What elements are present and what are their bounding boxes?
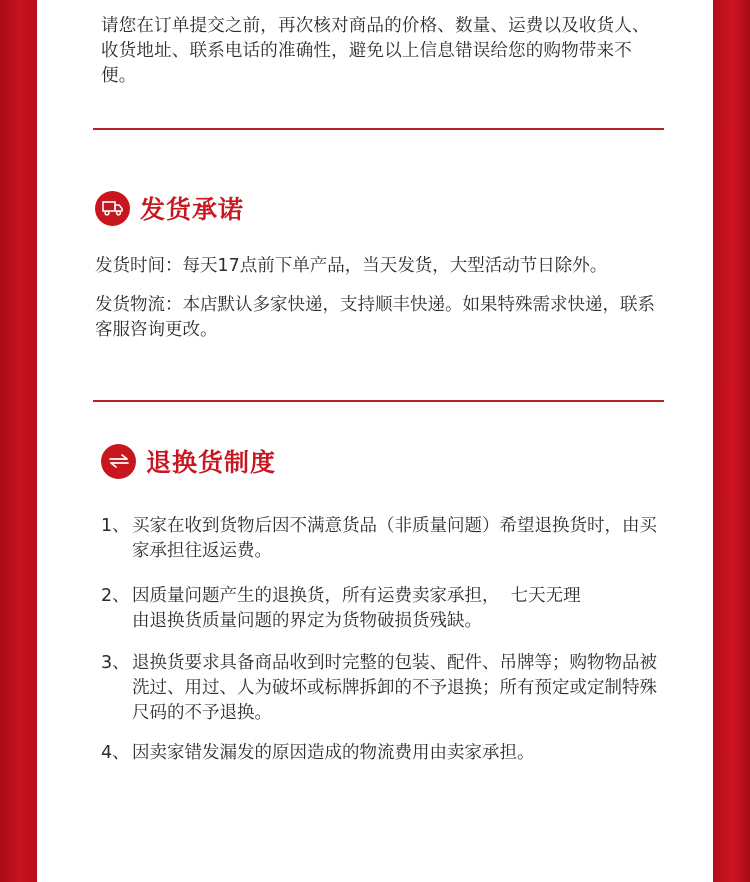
- policy-item-text-line1: 因质量问题产生的退换货，所有运费卖家承担， 七天无理: [132, 586, 581, 606]
- returns-title: 退换货制度: [146, 448, 277, 477]
- section-divider: [93, 128, 664, 130]
- exchange-arrows-icon: [101, 444, 136, 479]
- intro-notice: 请您在订单提交之前，再次核对商品的价格、数量、运费以及收货人、收货地址、联系电话的准确性，避免以上信息错误给您的购物带来不便。: [101, 16, 650, 86]
- shipping-time-text: 发货时间：每天17点前下单产品，当天发货，大型活动节日除外。: [95, 256, 608, 276]
- section-divider: [93, 400, 664, 402]
- policy-item-text: 买家在收到货物后因不满意货品（非质量问题）希望退换货时，由买家承担往返运费。: [132, 516, 657, 561]
- policy-item-text-line2: 由退换货质量问题的界定为货物破损货残缺。: [132, 611, 482, 631]
- policy-item-number: 2、: [101, 586, 130, 606]
- policy-item: [101, 651, 671, 726]
- policy-item-text: 退换货要求具备商品收到时完整的包装、配件、吊牌等；购物物品被洗过、用过、人为破坏或标牌拆卸的不予退换；所有预定或定制特殊尺码的不予退换。: [132, 653, 657, 723]
- policy-item: [101, 584, 671, 634]
- shipping-title: 发货承诺: [140, 195, 245, 224]
- policy-item: [101, 741, 671, 766]
- policy-item-number: 3、: [101, 653, 130, 673]
- shipping-header: [95, 190, 244, 226]
- truck-icon: [95, 191, 130, 226]
- policy-item-number: 1、: [101, 516, 130, 536]
- returns-header: [101, 443, 276, 479]
- policy-page: [37, 0, 713, 882]
- shipping-logistics-text: 发货物流：本店默认多家快递，支持顺丰快递。如果特殊需求快递，联系客服咨询更改。: [95, 295, 655, 340]
- policy-item-number: 4、: [101, 743, 130, 763]
- policy-item: [101, 514, 671, 564]
- policy-item-text: 因卖家错发漏发的原因造成的物流费用由卖家承担。: [132, 743, 535, 763]
